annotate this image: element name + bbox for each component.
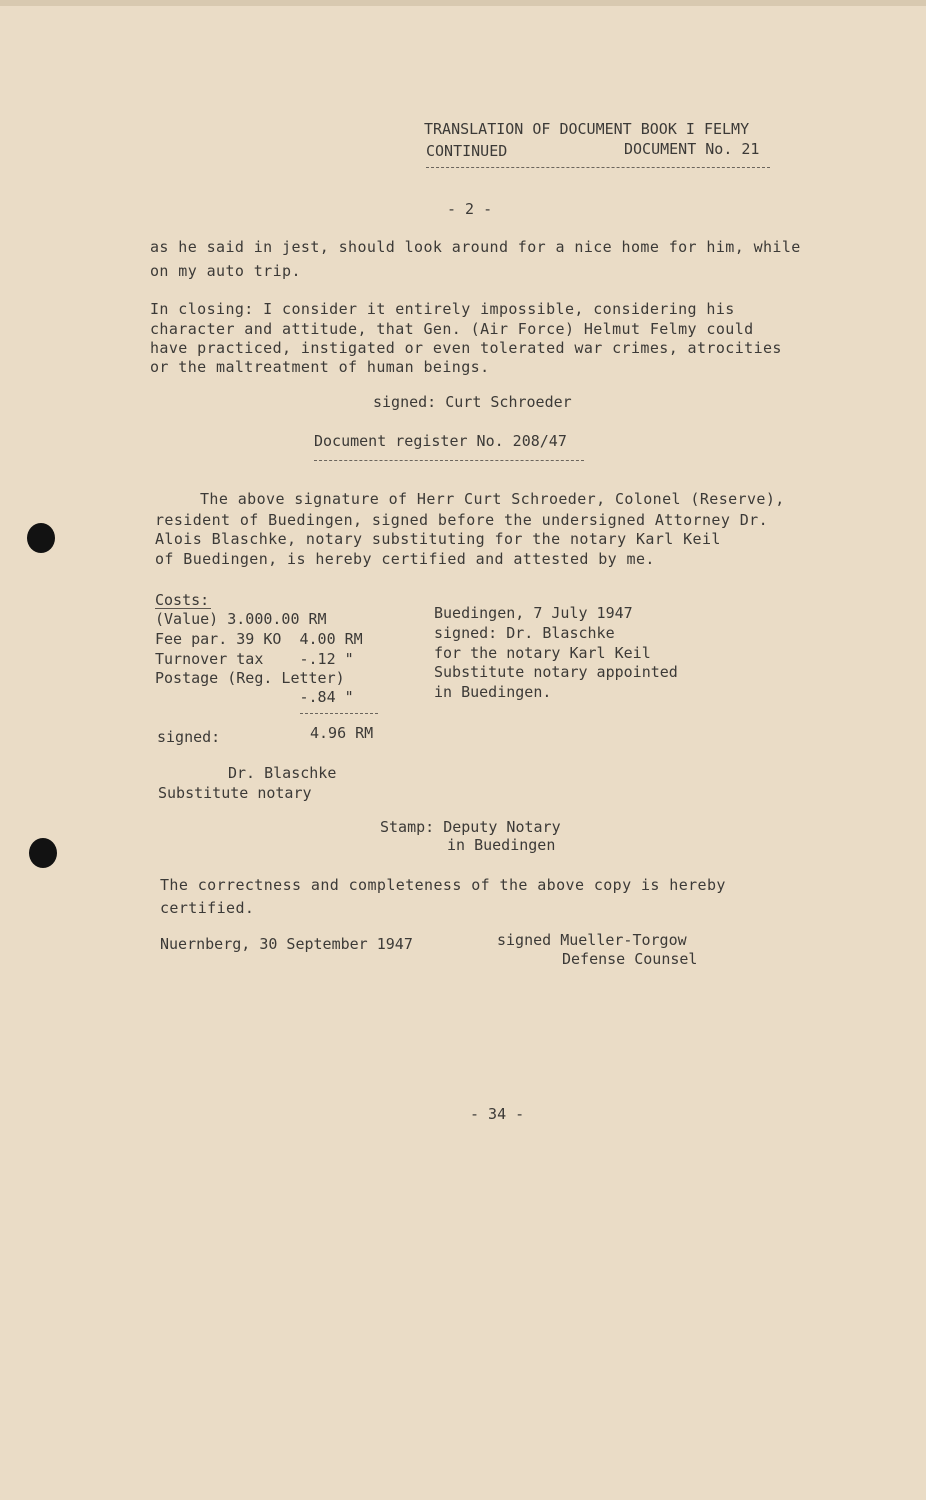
place-date-line-1: Buedingen, 7 July 1947: [434, 604, 633, 622]
header-continued: CONTINUED: [426, 142, 508, 160]
para2-line-4: or the maltreatment of human beings.: [150, 358, 490, 376]
costs-total: 4.96 RM: [310, 724, 374, 742]
costs-signed-label: signed:: [157, 728, 221, 746]
costs-line-postage: Postage (Reg. Letter): [155, 669, 345, 687]
footer-signed: signed Mueller-Torgow: [497, 931, 687, 949]
para3-line-2: resident of Buedingen, signed before the undersigned Attorney Dr.: [155, 511, 768, 529]
certification-line-2: certified.: [160, 899, 255, 917]
punch-hole-top: [27, 523, 55, 553]
signed-schroeder: signed: Curt Schroeder: [373, 393, 572, 411]
costs-heading-underline: [155, 608, 211, 609]
para3-line-1: The above signature of Herr Curt Schroeder, Colonel (Reserve),: [200, 490, 785, 508]
document-register: Document register No. 208/47: [314, 432, 567, 450]
para3-line-3: Alois Blaschke, notary substituting for the notary Karl Keil: [155, 530, 721, 548]
para1-line-2: on my auto trip.: [150, 262, 301, 280]
para2-line-3: have practiced, instigated or even tolerated war crimes, atrocities: [150, 339, 782, 357]
header-document-number: DOCUMENT No. 21: [624, 140, 760, 158]
costs-signer-name: Dr. Blaschke: [228, 764, 337, 782]
costs-line-value: (Value) 3.000.00 RM: [155, 610, 327, 628]
header-divider: [426, 167, 770, 168]
costs-line-postage-amount: -.84 ": [155, 688, 354, 706]
place-date-line-5: in Buedingen.: [434, 683, 552, 701]
para3-line-4: of Buedingen, is hereby certified and attested by me.: [155, 550, 655, 568]
place-date-line-3: for the notary Karl Keil: [434, 644, 651, 662]
costs-total-rule: [300, 713, 378, 714]
certification-line-1: The correctness and completeness of the above copy is hereby: [160, 876, 726, 894]
costs-heading: Costs:: [155, 591, 210, 609]
para1-line-1: as he said in jest, should look around for a nice home for him, while: [150, 238, 801, 256]
stamp-line-2: in Buedingen: [447, 836, 556, 854]
para2-line-2: character and attitude, that Gen. (Air Force) Helmut Felmy could: [150, 320, 754, 338]
register-divider: [314, 460, 584, 461]
footer-title: Defense Counsel: [562, 950, 698, 968]
footer-place-date: Nuernberg, 30 September 1947: [160, 935, 413, 953]
page-number: - 34 -: [470, 1105, 525, 1123]
page-marker: - 2 -: [447, 200, 493, 218]
costs-signer-title: Substitute notary: [158, 784, 312, 802]
para2-line-1: In closing: I consider it entirely impossible, considering his: [150, 300, 735, 318]
stamp-line-1: Stamp: Deputy Notary: [380, 818, 561, 836]
costs-line-fee: Fee par. 39 KO 4.00 RM: [155, 630, 363, 648]
punch-hole-bottom: [29, 838, 57, 868]
place-date-line-2: signed: Dr. Blaschke: [434, 624, 615, 642]
place-date-line-4: Substitute notary appointed: [434, 663, 678, 681]
costs-line-turnover-tax: Turnover tax -.12 ": [155, 650, 354, 668]
header-line-1: TRANSLATION OF DOCUMENT BOOK I FELMY: [424, 120, 750, 138]
page-top-edge: [0, 0, 926, 6]
